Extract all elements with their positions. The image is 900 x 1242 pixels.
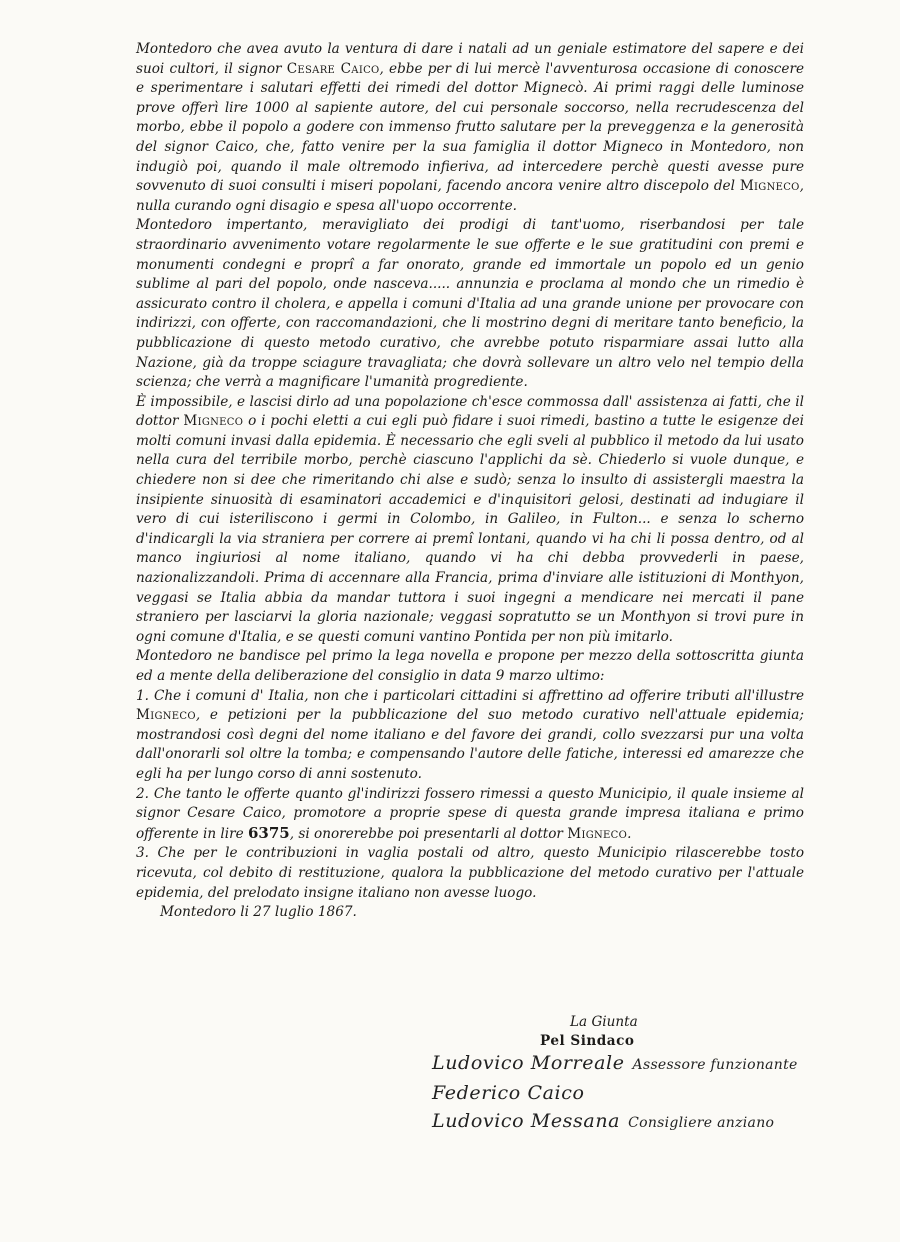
list-item-3: 3. Che per le contribuzioni in vaglia postali od altro, questo Municipio rilascerebbe tosto ricevuta, col debito di restituzione, qualora la pubblicazione del metodo curativo per l'attuale epidemia, del prelodato insigne italiano non avesse luogo. bbox=[136, 845, 804, 901]
signature-2 bbox=[432, 1082, 585, 1104]
name-migneco: Migneco bbox=[567, 825, 628, 842]
signature-3-role: Consigliere anziano bbox=[628, 1115, 775, 1131]
paragraph-4: Montedoro ne bandisce pel primo la lega novella e propone per mezzo della sottoscritta giunta ed a mente della deliberazione del consiglio in data 9 marzo ultimo: bbox=[136, 648, 804, 684]
dateline: Montedoro li 27 luglio 1867. bbox=[160, 904, 357, 921]
signature-3-name: Ludovico Messana bbox=[432, 1110, 621, 1132]
name-migneco: Migneco bbox=[183, 413, 244, 430]
offer-amount: 6375 bbox=[247, 823, 290, 842]
name-migneco: Migneco bbox=[739, 178, 800, 195]
document-body bbox=[136, 40, 804, 923]
list-item-2: 2. Che tanto le offerte quanto gl'indirizzi fossero rimessi a questo Municipio, il quale insieme al signor Cesare Caico, promotore a proprie spese di questa grande impresa italiana e primo offerente in lire 6375, si onorerebbe poi presentarli al dottor Migneco. bbox=[136, 785, 804, 842]
sindaco-label: Pel Sindaco bbox=[540, 1033, 635, 1049]
paragraph-3: È impossibile, e lascisi dirlo ad una popolazione ch'esce commossa dall' assistenza ai fatti, che il dottor Migneco o i pochi eletti a cui egli può fidare i suoi rimedi, bastino a tutte le esigenze dei molti comuni invasi dalla epidemia. È necessario che egli sveli al pubblico il metodo da lui usato nella cura del terribile morbo, perchè ciascuno l'applichi da sè. Chiederlo si vuole dunque, e chiedere non si dee che rimeritando chi alse e sudò; senza lo insulto di assistergli maestra la insipiente sinuosità di esaminatori accademici e d'inquisitori gelosi, destinati ad indugiare il vero di cui isteriliscono i germi in Colombo, in Galileo, in Fulton... e senza lo scherno d'indicargli la via straniera per correre ai premî lontani, quando vi ha chi li possa dentro, od al manco ingiuriosi al nome italiano, quando vi ha chi debba provvederli in paese, nazionalizzandoli. Prima di accennare alla Francia, prima d'inviare alle istituzioni di Monthyon, veggasi se Italia abbia da mandar tuttora i suoi ingegni a mendicare nei mercati il pane straniero per lasciarvi la gloria nazionale; veggasi sopratutto se un Monthyon si trovi pure in ogni comune d'Italia, e se questi comuni vantino Pontida per non più imitarlo. bbox=[136, 393, 804, 645]
name-migneco: Migneco bbox=[136, 707, 196, 724]
signature-1 bbox=[432, 1052, 798, 1074]
signature-3 bbox=[432, 1110, 774, 1132]
signature-1-name: Ludovico Morreale bbox=[432, 1052, 625, 1074]
paragraph-2: Montedoro impertanto, meravigliato dei prodigi di tant'uomo, riserbandosi per tale straordinario avvenimento votare regolarmente le sue offerte e le sue gratitudini con premi e monumenti condegni e proprî a far onorato, grande ed immortale un popolo ed un genio sublime al pari del popolo, onde nasceva..... annunzia e proclama al mondo che un rimedio è assicurato contro il cholera, e appella i comuni d'Italia ad una grande unione per provocare con indirizzi, con offerte, con raccomandazioni, che li mostrino degni di meritare tanto beneficio, la pubblicazione di questo metodo curativo, che avrebbe potuto risparmiare assai lutto alla Nazione, già da troppe sciagure travagliata; che dovrà sollevare un altro velo nel tempio della scienza; che verrà a magnificare l'umanità progrediente. bbox=[136, 217, 804, 391]
paragraph-1: Montedoro che avea avuto la ventura di dare i natali ad un geniale estimatore del sapere e dei suoi cultori, il signor Cesare Caico, ebbe per di lui mercè l'avventurosa occasione di conoscere e sperimentare i salutari effetti dei rimedi del dottor Mignecò. Ai primi raggi delle luminose prove offerì lire 1000 al sapiente autore, del cui personale soccorso, nella recrudescenza del morbo, ebbe il popolo a godere con immenso frutto salutare per la preveggenza e la generosità del signor Caico, che, fatto venire per la sua famiglia il dottor Migneco in Montedoro, non indugiò poi, quando il male oltremodo infieriva, ad intercedere perchè questi avesse pure sovvenuto di suoi consulti i miseri popolani, facendo ancora venire altro discepolo del Migneco, nulla curando ogni disagio e spesa all'uopo occorrente. bbox=[136, 41, 805, 214]
name-caico: Cesare Caico bbox=[286, 60, 380, 77]
list-item-1: 1. Che i comuni d' Italia, non che i particolari cittadini si affrettino ad offerire tributi all'illustre Migneco, e petizioni per la pubblicazione del suo metodo curativo nell'attuale epidemia; mostrandosi così degni del nome italiano e del favore dei grandi, collo svezzarsi pur una volta dall'onorarli sol oltre la tomba; e compensando l'autore delle fatiche, interessi ed amarezze che egli ha per lungo corso di anni sostenuto. bbox=[136, 687, 804, 782]
giunta-label: La Giunta bbox=[570, 1014, 638, 1030]
signature-1-role: Assessore funzionante bbox=[632, 1057, 798, 1073]
signature-2-name: Federico Caico bbox=[432, 1082, 585, 1104]
